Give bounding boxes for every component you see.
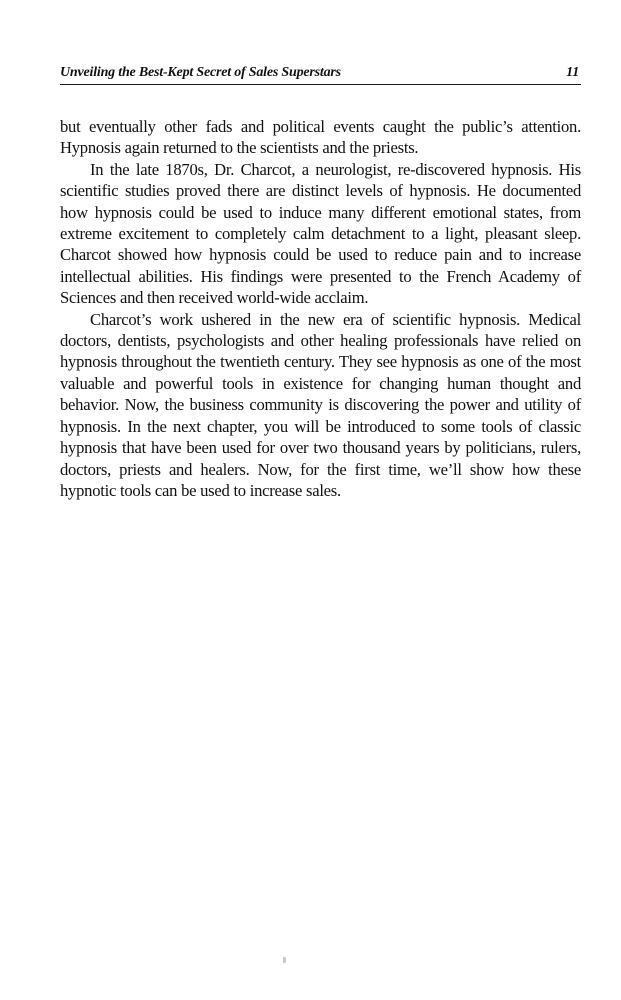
running-title: Unveiling the Best-Kept Secret of Sales Superstars <box>60 65 341 80</box>
page-number: 11 <box>566 65 579 80</box>
paragraph-continuation: but eventually other fads and political events caught the public’s attention. Hypnosis again returned to the scientists and the priests. <box>60 117 581 158</box>
paragraph-charcot: In the late 1870s, Dr. Charcot, a neurologist, re-discovered hypnosis. His scientific studies proved there are distinct levels of hypnosis. He documented how hypnosis could be used to induce many different emotional states, from extreme excitement to completely calm detachment to a light, pleasant sleep. Charcot showed how hypnosis could be used to reduce pain and to increase intellectual abilities. His findings were presented to the French Academy of Sciences and then received world-wide acclaim. <box>60 159 581 308</box>
paragraph-scientific-hypnosis: Charcot’s work ushered in the new era of scientific hypnosis. Medical doctors, dentists, psychologists and other healing professionals have relied on hypnosis throughout the twentieth century. They see hypnosis as one of the most valuable and powerful tools in existence for changing human thought and behavior. Now, the business community is discovering the power and utility of hypnosis. In the next chapter, you will be introduced to some tools of classic hypnosis that have been used for over two thousand years by politicians, rulers, doctors, priests and healers. Now, for the first time, we’ll show how these hypnotic tools can be used to increase sales. <box>60 309 581 500</box>
scan-speck <box>283 957 286 963</box>
body-text <box>60 116 581 501</box>
running-header <box>60 60 581 85</box>
